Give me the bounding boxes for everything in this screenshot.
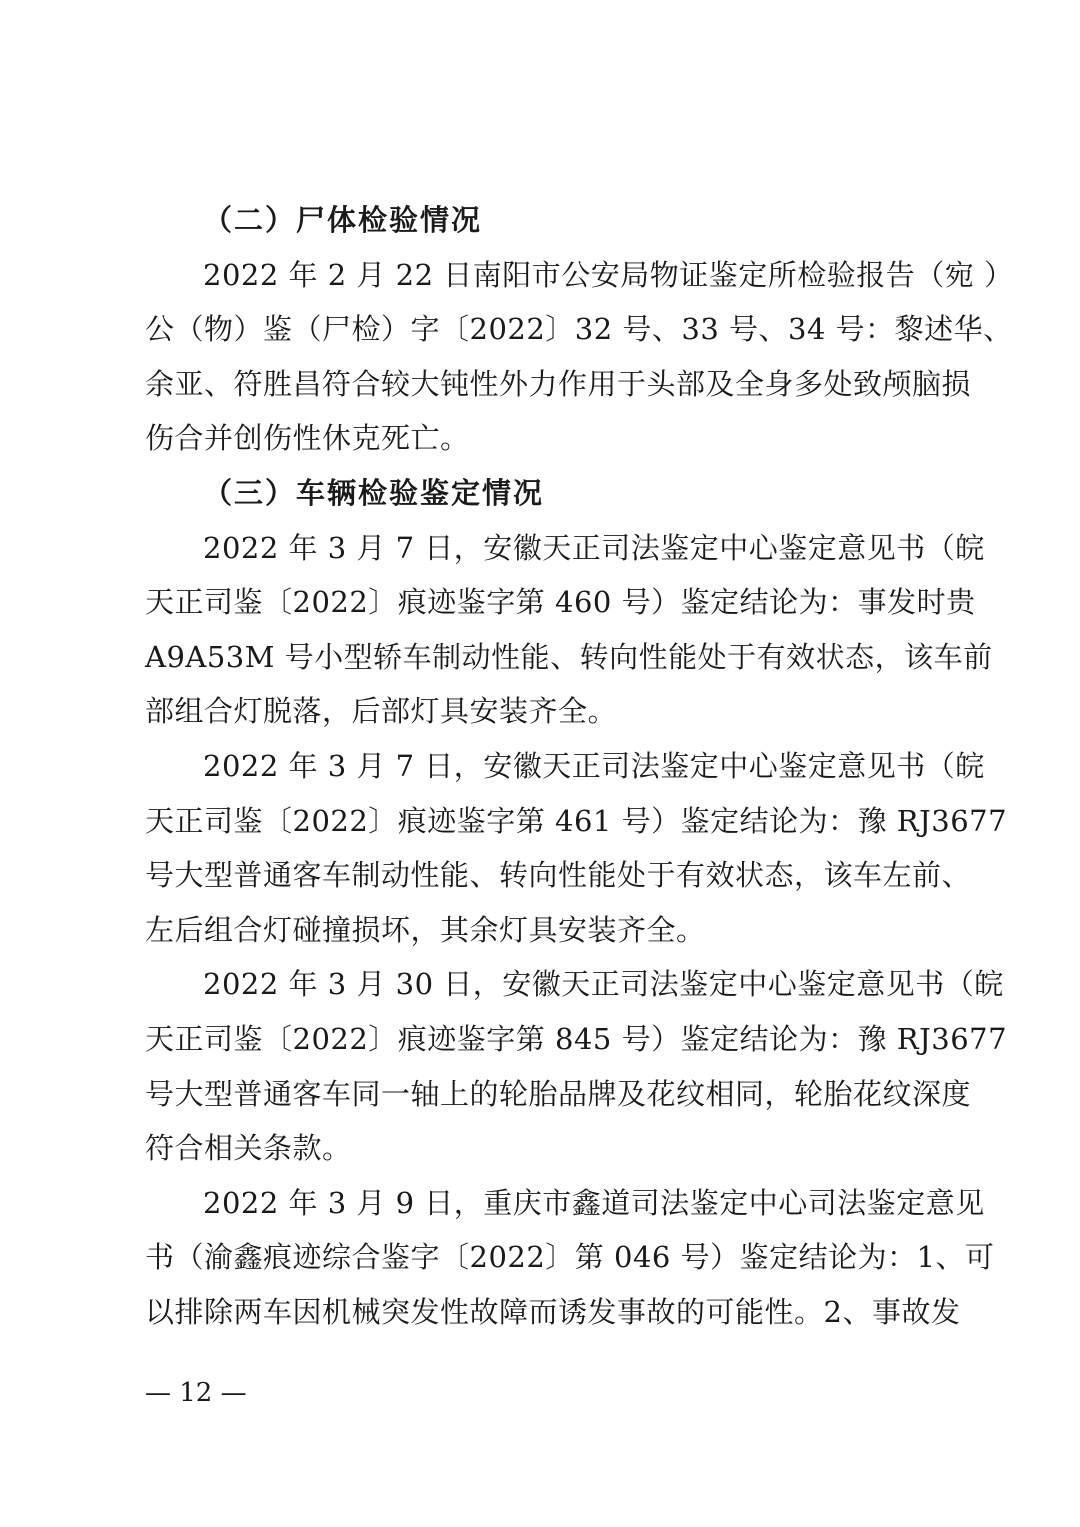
text-line: 伤合并创伤性休克死亡。 (145, 421, 470, 456)
text-line: 以排除两车因机械突发性故障而诱发事故的可能性。2、事故发 (145, 1294, 961, 1329)
text-line: 号大型普通客车制动性能、转向性能处于有效状态，该车左前、 (145, 858, 972, 893)
text-line: 2022 年 3 月 7 日，安徽天正司法鉴定中心鉴定意见书（皖 (203, 530, 985, 565)
document-body (145, 193, 1014, 1339)
paragraph (145, 521, 993, 739)
text-line: 号大型普通客车同一轴上的轮胎品牌及花纹相同，轮胎花纹深度 (145, 1076, 972, 1111)
text-line: 2022 年 3 月 9 日，重庆市鑫道司法鉴定中心司法鉴定意见 (203, 1185, 985, 1220)
text-line: 符合相关条款。 (145, 1131, 352, 1166)
paragraph (145, 957, 1008, 1175)
text-line: 天正司鉴〔2022〕痕迹鉴字第 845 号）鉴定结论为：豫 RJ3677 (145, 1021, 1008, 1056)
section-heading: （二）尸体检验情况 (203, 203, 483, 237)
text-line: A9A53M 号小型轿车制动性能、转向性能处于有效状态，该车前 (145, 639, 993, 674)
text-line: 部组合灯脱落，后部灯具安装齐全。 (145, 694, 618, 729)
page-number: — 12 — (145, 1378, 247, 1408)
text-line: 左后组合灯碰撞损坏，其余灯具安装齐全。 (145, 912, 706, 947)
text-line: 2022 年 2 月 22 日南阳市公安局物证鉴定所检验报告（宛 ） (203, 257, 1014, 292)
text-line: 天正司鉴〔2022〕痕迹鉴字第 460 号）鉴定结论为：事发时贵 (145, 585, 976, 620)
text-line: 2022 年 3 月 7 日，安徽天正司法鉴定中心鉴定意见书（皖 (203, 748, 985, 783)
paragraph (145, 739, 1008, 957)
section-heading: （三）车辆检验鉴定情况 (203, 475, 545, 510)
text-line: 天正司鉴〔2022〕痕迹鉴字第 461 号）鉴定结论为：豫 RJ3677 (145, 803, 1008, 838)
paragraph (145, 1176, 995, 1340)
text-line: 2022 年 3 月 30 日，安徽天正司法鉴定中心鉴定意见书（皖 (203, 967, 1004, 1002)
paragraph (145, 248, 1014, 466)
text-line: 公（物）鉴（尸检）字〔2022〕32 号、33 号、34 号：黎述华、 (145, 312, 1013, 347)
text-line: 余亚、符胜昌符合较大钝性外力作用于头部及全身多处致颅脑损 (145, 366, 972, 401)
text-line: 书（渝鑫痕迹综合鉴字〔2022〕第 046 号）鉴定结论为：1、可 (145, 1240, 995, 1275)
